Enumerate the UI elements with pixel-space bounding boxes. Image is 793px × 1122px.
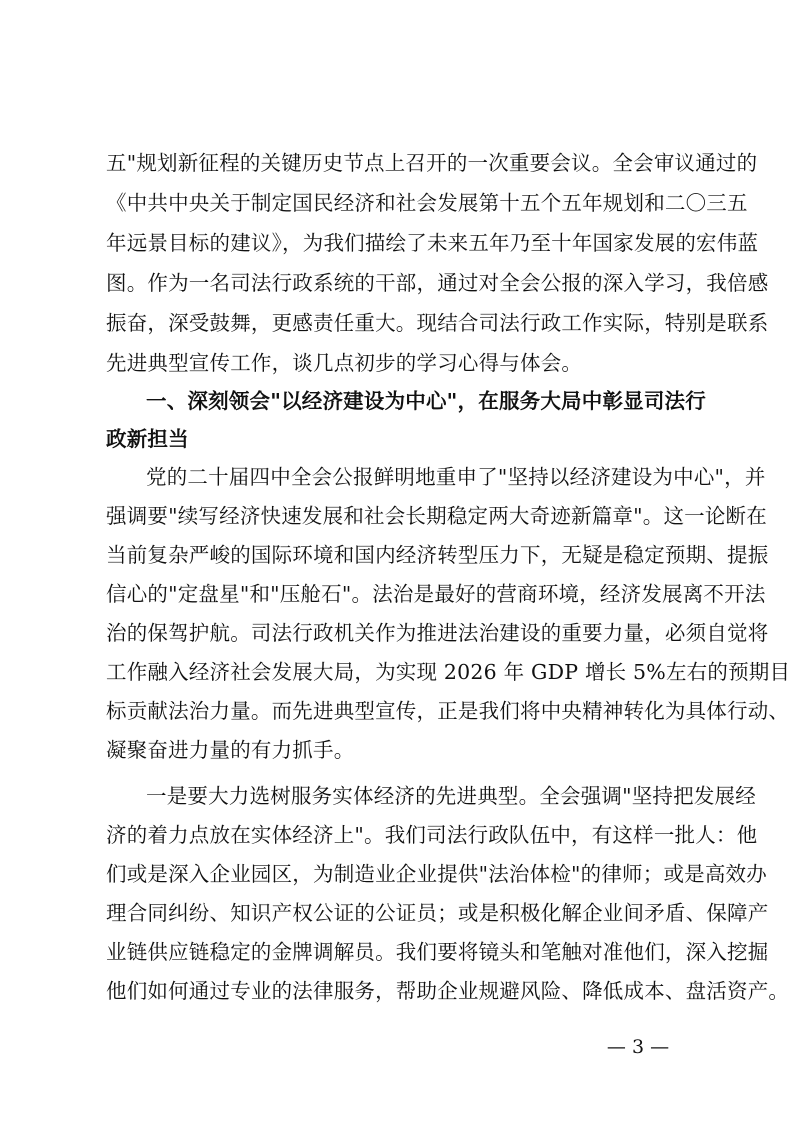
text-line: 图。作为一名司法行政系统的干部，通过对全会公报的深入学习，我倍感 (106, 271, 769, 295)
text-line: 党的二十届四中全会公报鲜明地重申了"坚持以经济建设为中心"，并 (146, 465, 766, 489)
text-line: 《中共中央关于制定国民经济和社会发展第十五个五年规划和二〇三五 (106, 191, 748, 215)
text-line: 理合同纠纷、知识产权公证的公证员；或是积极化解企业间矛盾、保障产 (106, 901, 769, 925)
text-line: 五"规划新征程的关键历史节点上召开的一次重要会议。全会审议通过的 (106, 151, 758, 175)
heading-line: 一、深刻领会"以经济建设为中心"，在服务大局中彰显司法行 (146, 389, 706, 413)
text-line: 凝聚奋进力量的有力抓手。 (106, 738, 355, 762)
text-line: 他们如何通过专业的法律服务，帮助企业规避风险、降低成本、盘活资产。 (106, 979, 790, 1003)
text-line: 济的着力点放在实体经济上"。我们司法行政队伍中，有这样一批人：他 (106, 823, 758, 847)
text-line: 先进典型宣传工作，谈几点初步的学习心得与体会。 (106, 351, 583, 375)
text-line: 工作融入经济社会发展大局，为实现 2026 年 GDP 增长 5%左右的预期目 (106, 660, 791, 684)
text-line: 当前复杂严峻的国际环境和国内经济转型压力下，无疑是稳定预期、提振 (106, 543, 769, 567)
text-line: 信心的"定盘星"和"压舱石"。法治是最好的营商环境，经济发展离不开法 (106, 582, 766, 606)
text-line: 业链供应链稳定的金牌调解员。我们要将镜头和笔触对准他们，深入挖掘 (106, 940, 769, 964)
text-line: 强调要"续写经济快速发展和社会长期稳定两大奇迹新篇章"。这一论断在 (106, 504, 767, 528)
text-line: 一是要大力选树服务实体经济的先进典型。全会强调"坚持把发展经 (146, 784, 756, 808)
text-line: 们或是深入企业园区，为制造业企业提供"法治体检"的律师；或是高效办 (106, 862, 767, 886)
heading-line: 政新担当 (106, 427, 189, 451)
text-line: 治的保驾护航。司法行政机关作为推进法治建设的重要力量，必须自觉将 (106, 621, 769, 645)
text-line: 年远景目标的建议》，为我们描绘了未来五年乃至十年国家发展的宏伟蓝 (106, 231, 759, 255)
text-line: 标贡献法治力量。而先进典型宣传，正是我们将中央精神转化为具体行动、 (106, 699, 790, 723)
page-number: — 3 — (606, 1036, 670, 1058)
text-line: 振奋，深受鼓舞，更感责任重大。现结合司法行政工作实际，特别是联系 (106, 311, 769, 335)
